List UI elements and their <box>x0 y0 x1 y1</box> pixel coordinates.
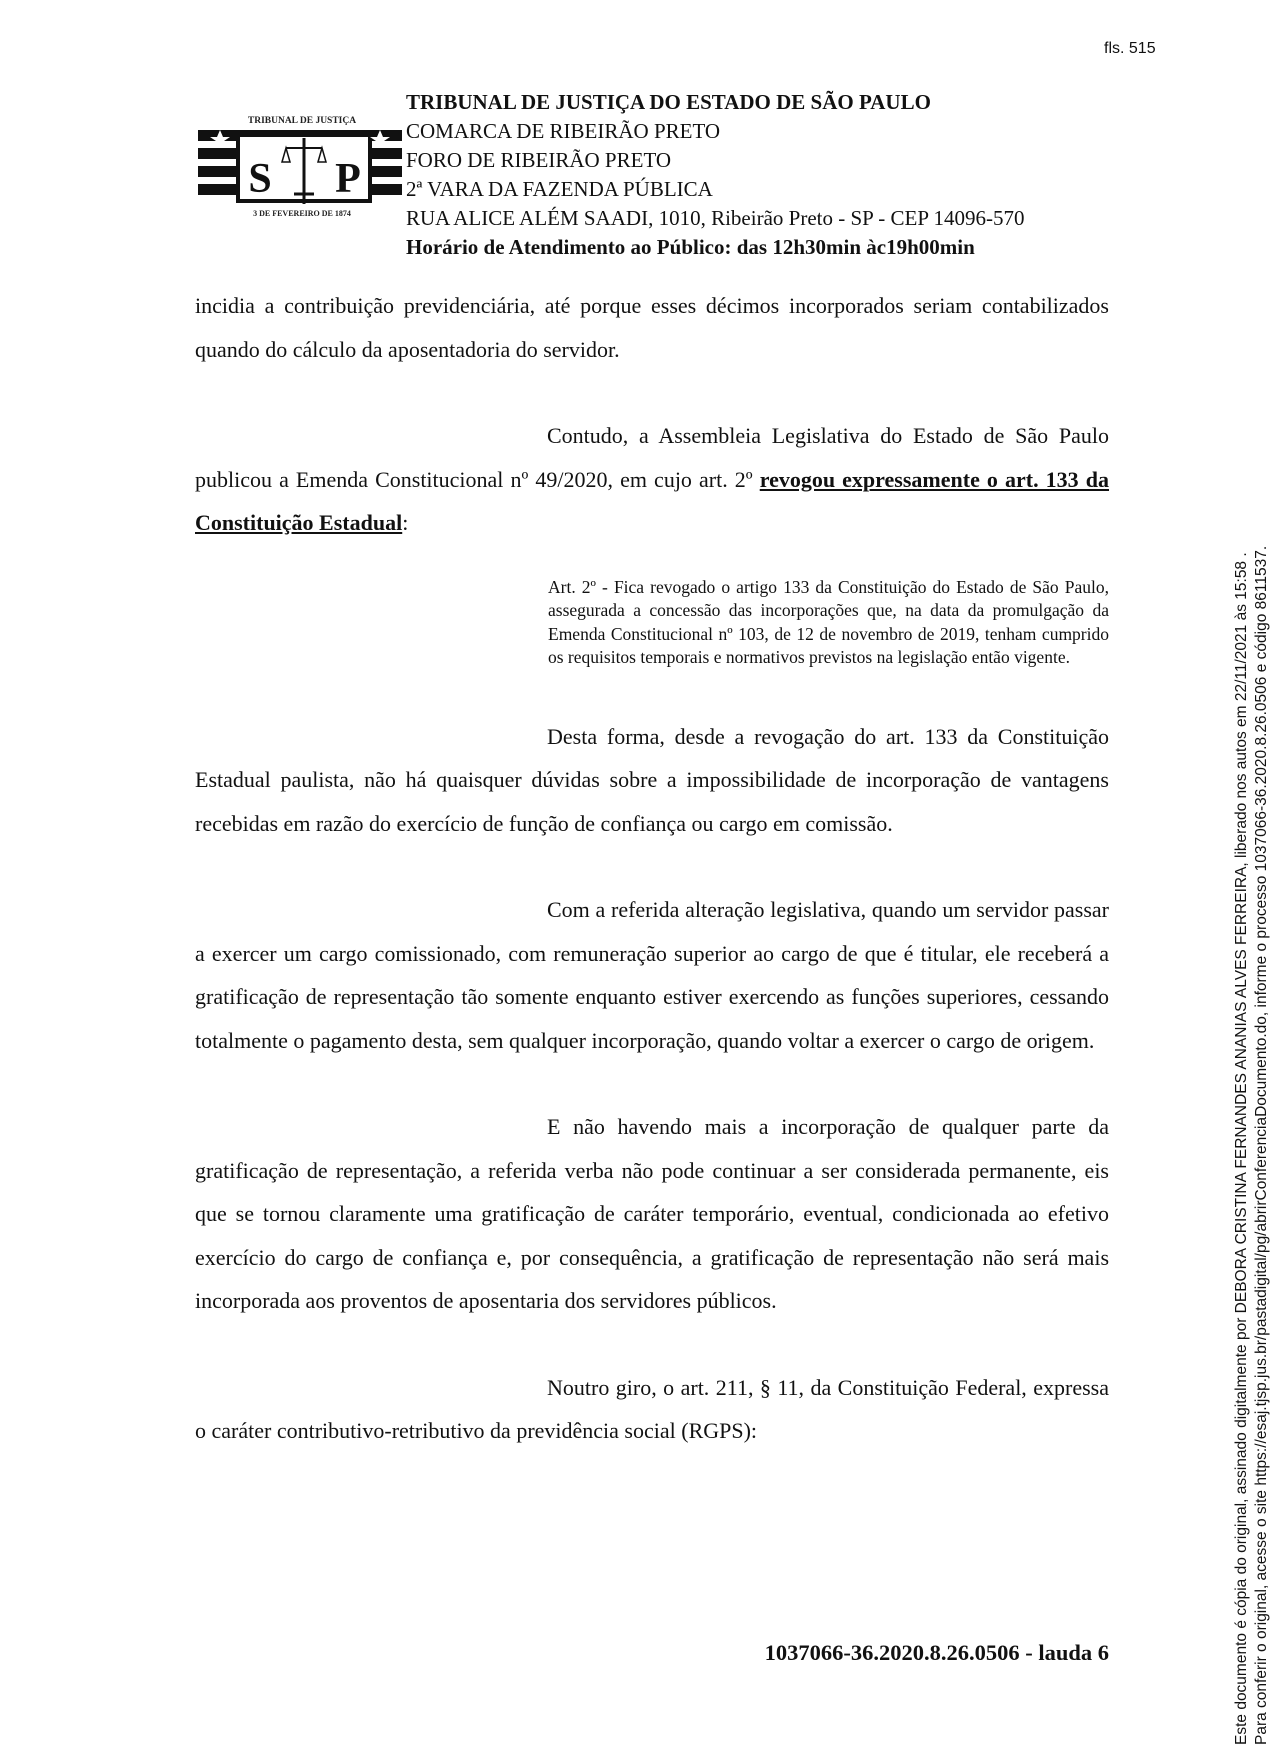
signature-line-1: Este documento é cópia do original, assinado digitalmente por DEBORA CRISTINA FERNANDES ANANIAS ALVES FERREIRA, liberado nos autos em 22/11/2021 às 15:58 . <box>1233 552 1250 1745</box>
paragraph-5: E não havendo mais a incorporação de qualquer parte da gratificação de representação, a referida verba não pode continuar a ser considerada permanente, eis que se tornou claramente uma gratificação de caráter temporário, eventual, condicionada ao efetivo exercício do cargo de confiança e, por consequência, a gratificação de representação não será mais incorporada aos proventos de aposentaria dos servidores públicos. <box>195 1114 1109 1314</box>
digital-signature-note <box>1232 546 1271 1745</box>
paragraph-2-emphasis: revogou expressamente o art. 133 da Constituição Estadual <box>195 466 1110 535</box>
logo-letter-p: P <box>335 156 361 202</box>
process-page-footer: 1037066-36.2020.8.26.0506 - lauda 6 <box>764 1640 1109 1665</box>
foro: FORO DE RIBEIRÃO PRETO <box>406 148 672 172</box>
paragraph-2-end: : <box>402 510 409 535</box>
paragraph-2 <box>195 414 1109 545</box>
page-number: fls. 515 <box>1104 40 1156 57</box>
court-address: RUA ALICE ALÉM SAADI, 1010, Ribeirão Preto - SP - CEP 14096-570 <box>406 206 1025 230</box>
logo-top-text: TRIBUNAL DE JUSTIÇA <box>247 116 357 126</box>
quoted-article: Art. 2º - Fica revogado o artigo 133 da Constituição do Estado de São Paulo, assegurada a concessão das incorporações que, na data da promulgação da Emenda Constitucional nº 103, de 12 de novembro de 2019, tenham cumprido os requisitos temporais e normativos previstos na legislação então vigente. <box>548 576 1109 668</box>
court-logo <box>198 76 402 226</box>
paragraph-3: Desta forma, desde a revogação do art. 133 da Constituição Estadual paulista, não há quaisquer dúvidas sobre a impossibilidade de incorporação de vantagens recebidas em razão do exercício de função de confiança ou cargo em comissão. <box>195 723 1109 836</box>
comarca: COMARCA DE RIBEIRÃO PRETO <box>406 119 721 143</box>
paragraph-2-start: Contudo, a Assembleia Legislativa do Estado de São Paulo publicou a Emenda Constitucional nº 49/2020, em cujo art. 2º <box>195 423 1109 492</box>
paragraph-4: Com a referida alteração legislativa, quando um servidor passar a exercer um cargo comissionado, com remuneração superior ao cargo de que é titular, ele receberá a gratificação de representação tão somente enquanto estiver exercendo as funções superiores, cessando totalmente o pagamento desta, sem qualquer incorporação, quando voltar a exercer o cargo de origem. <box>195 897 1109 1053</box>
logo-bottom-text: 3 DE FEVEREIRO DE 1874 <box>253 209 351 218</box>
signature-line-2: Para conferir o original, acesse o site https://esaj.tjsp.jus.br/pastadigital/pg/abrirConferenciaDocumento.do, informe o processo 1037066-36.2020.8.26.0506 e código 8611537. <box>1252 545 1270 1745</box>
paragraph-6: Noutro giro, o art. 211, § 11, da Constituição Federal, expressa o caráter contributivo-retributivo da previdência social (RGPS): <box>195 1374 1109 1444</box>
court-seal-icon <box>198 76 402 226</box>
vara: 2ª VARA DA FAZENDA PÚBLICA <box>406 177 713 201</box>
logo-letter-s: S <box>248 156 272 202</box>
document-body <box>195 284 1109 1453</box>
court-name: TRIBUNAL DE JUSTIÇA DO ESTADO DE SÃO PAULO <box>406 90 931 114</box>
paragraph-1: incidia a contribuição previdenciária, até porque esses décimos incorporados seriam contabilizados quando do cálculo da aposentadoria do servidor. <box>195 293 1109 362</box>
court-header <box>406 88 1025 262</box>
office-hours: Horário de Atendimento ao Público: das 12h30min àс19h00min <box>406 235 975 259</box>
